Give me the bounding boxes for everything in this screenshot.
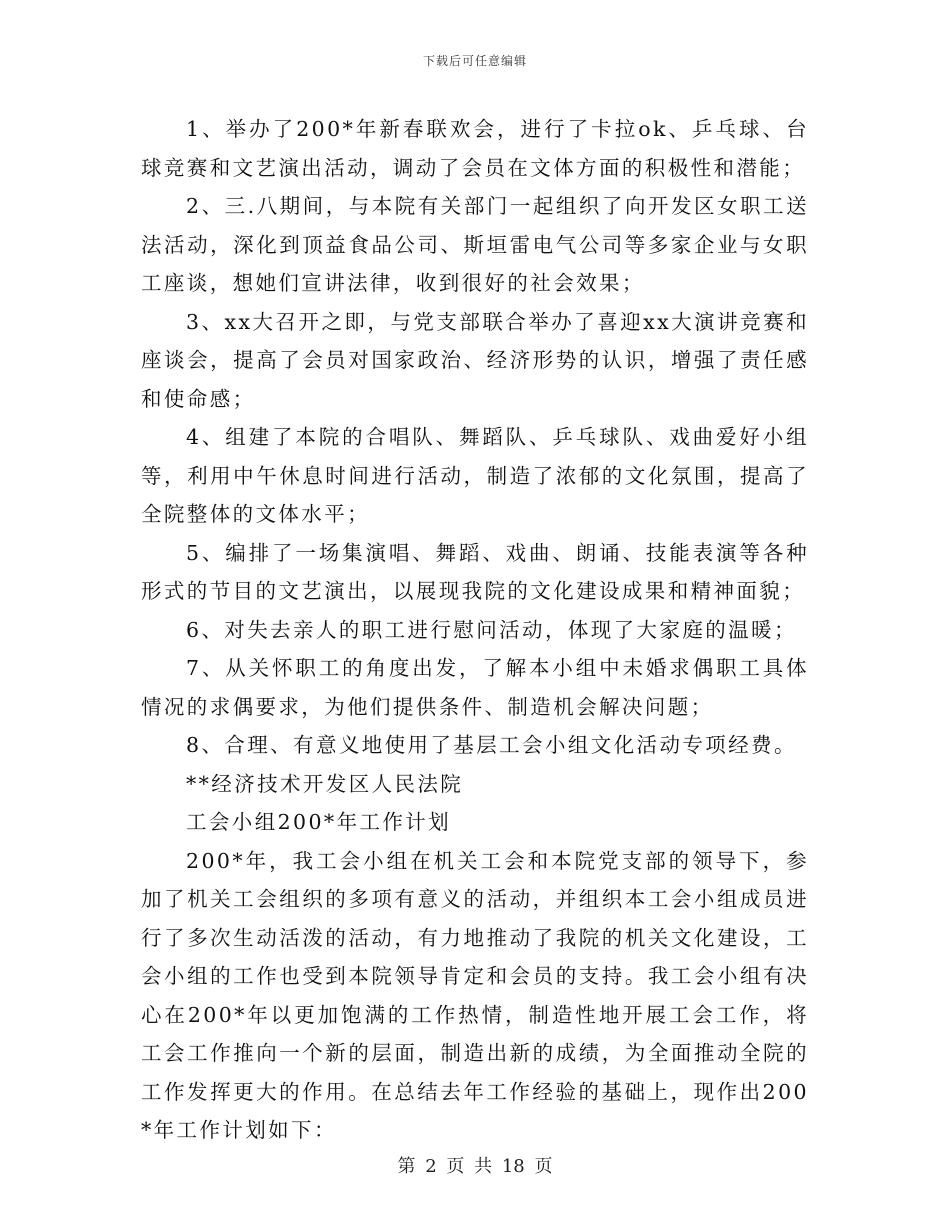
paragraph-item-4: 4、组建了本院的合唱队、舞蹈队、乒乓球队、戏曲爱好小组等，利用中午休息时间进行活动，制造了浓郁的文化氛围，提高了全院整体的文体水平； — [141, 425, 809, 526]
paragraph-item-2: 2、三.八期间，与本院有关部门一起组织了向开发区女职工送法活动，深化到顶益食品公司、斯垣雷电气公司等多家企业与女职工座谈，想她们宣讲法律，收到很好的社会效果； — [141, 194, 809, 295]
paragraph-item-5: 5、编排了一场集演唱、舞蹈、戏曲、朗诵、技能表演等各种形式的节目的文艺演出，以展现我院的文化建设成果和精神面貌； — [141, 540, 809, 603]
paragraph-item-8: 8、合理、有意义地使用了基层工会小组文化活动专项经费。 — [186, 733, 797, 757]
paragraph-item-1: 1、举办了200*年新春联欢会，进行了卡拉ok、乒乓球、台球竞赛和文艺演出活动，调动了会员在文体方面的积极性和潜能； — [141, 117, 809, 180]
plan-title: 工会小组200*年工作计划 — [186, 810, 452, 834]
plan-intro-paragraph: 200*年，我工会小组在机关工会和本院党支部的领导下，参加了机关工会组织的多项有意义的活动，并组织本工会小组成员进行了多次生动活泼的活动，有力地推动了我院的机关文化建设，工会小组的工作也受到本院领导肯定和会员的支持。我工会小组有决心在200*年以更加饱满的工作热情，制造性地开展工会工作，将工会工作推向一个新的层面，制造出新的成绩，为全面推动全院的工作发挥更大的作用。在总结去年工作经验的基础上，现作出200*年工作计划如下： — [141, 848, 809, 1142]
paragraph-item-6: 6、对失去亲人的职工进行慰问活动，体现了大家庭的温暖； — [186, 617, 797, 642]
page-number-footer: 第 2 页 共 18 页 — [397, 1156, 553, 1177]
organization-name: **经济技术开发区人民法院 — [186, 771, 464, 796]
page-header: 下载后可任意编辑 — [422, 54, 527, 68]
document-body — [141, 110, 809, 1150]
paragraph-item-7: 7、从关怀职工的角度出发，了解本小组中未婚求偶职工具体情况的求偶要求，为他们提供条件、制造机会解决问题； — [141, 656, 809, 719]
paragraph-item-3: 3、xx大召开之即，与党支部联合举办了喜迎xx大演讲竞赛和座谈会，提高了会员对国家政治、经济形势的认识，增强了责任感和使命感； — [141, 309, 809, 411]
